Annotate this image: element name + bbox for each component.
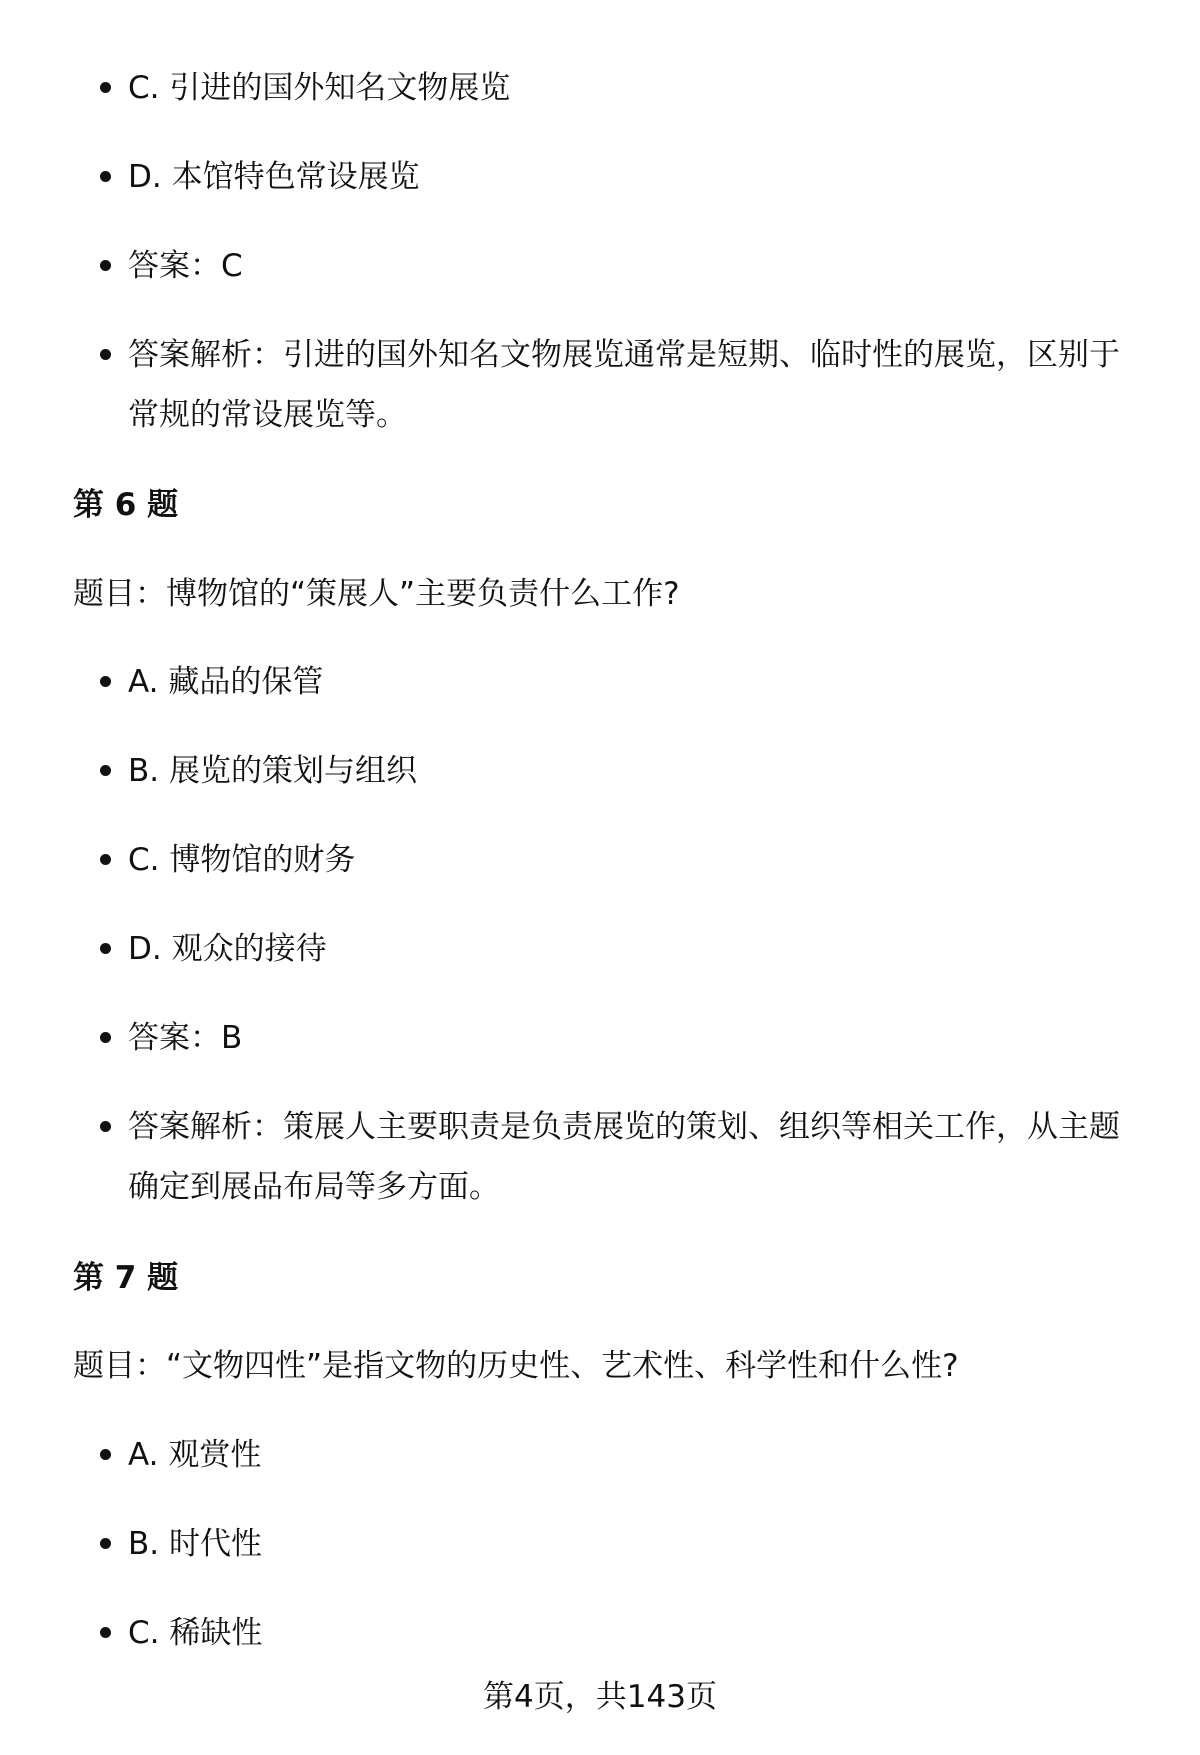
bullet-icon — [100, 1538, 111, 1549]
option-a: A. 藏品的保管 — [128, 664, 324, 700]
option-c: C. 博物馆的财务 — [128, 842, 356, 878]
bullet-icon — [100, 260, 111, 271]
answer-explanation: 答案解析：引进的国外知名文物展览通常是短期、临时性的展览，区别于常规的常设展览等。 — [128, 337, 1120, 433]
answer: 答案：B — [128, 1020, 243, 1056]
page-number: 第4页，共143页 — [483, 1679, 717, 1715]
bullet-icon — [100, 82, 111, 93]
bullet-icon — [100, 1032, 111, 1043]
question-text: 题目：博物馆的“策展人”主要负责什么工作? — [73, 576, 680, 612]
bullet-icon — [100, 1449, 111, 1460]
answer: 答案：C — [128, 248, 243, 284]
option-d: D. 本馆特色常设展览 — [128, 159, 420, 195]
bullet-icon — [100, 171, 111, 182]
option-d: D. 观众的接待 — [128, 931, 327, 967]
bullet-icon — [100, 676, 111, 687]
question-text: 题目：“文物四性”是指文物的历史性、艺术性、科学性和什么性? — [73, 1348, 959, 1384]
bullet-icon — [100, 943, 111, 954]
bullet-icon — [100, 854, 111, 865]
option-b: B. 时代性 — [128, 1526, 262, 1562]
option-c: C. 引进的国外知名文物展览 — [128, 70, 511, 106]
option-b: B. 展览的策划与组织 — [128, 753, 417, 789]
answer-explanation: 答案解析：策展人主要职责是负责展览的策划、组织等相关工作，从主题确定到展品布局等多方面。 — [128, 1109, 1120, 1205]
option-c: C. 稀缺性 — [128, 1615, 263, 1651]
bullet-icon — [100, 1627, 111, 1638]
bullet-icon — [100, 1121, 111, 1132]
bullet-icon — [100, 765, 111, 776]
question-heading: 第 7 题 — [73, 1260, 179, 1296]
bullet-icon — [100, 349, 111, 360]
question-heading: 第 6 题 — [73, 487, 179, 523]
option-a: A. 观赏性 — [128, 1437, 262, 1473]
